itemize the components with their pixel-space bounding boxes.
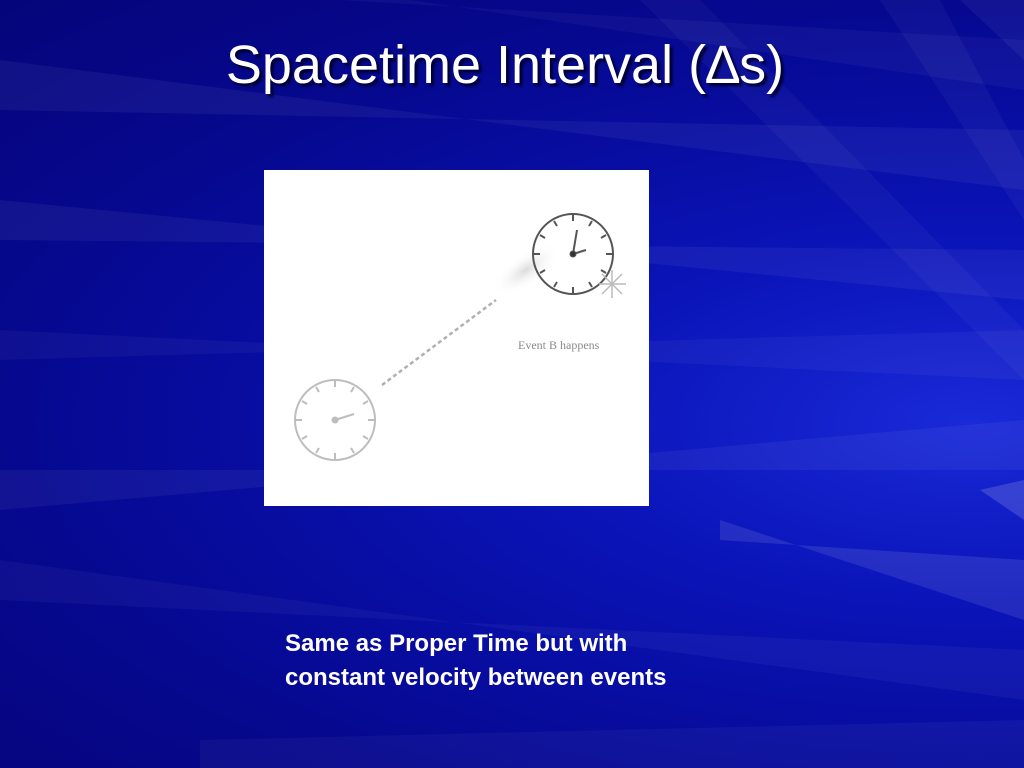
caption-line: constant velocity between events [285, 664, 667, 691]
trajectory-line [382, 300, 496, 385]
caption-line: Same as Proper Time but with [285, 630, 628, 657]
slide-title: Spacetime Interval (∆s) [225, 35, 785, 95]
event-label: Event B happens [518, 338, 600, 352]
flash-icon [599, 270, 626, 298]
clock-icon [295, 380, 375, 460]
figure-panel [264, 170, 649, 506]
motion-blur [484, 234, 568, 306]
caption [285, 627, 805, 695]
